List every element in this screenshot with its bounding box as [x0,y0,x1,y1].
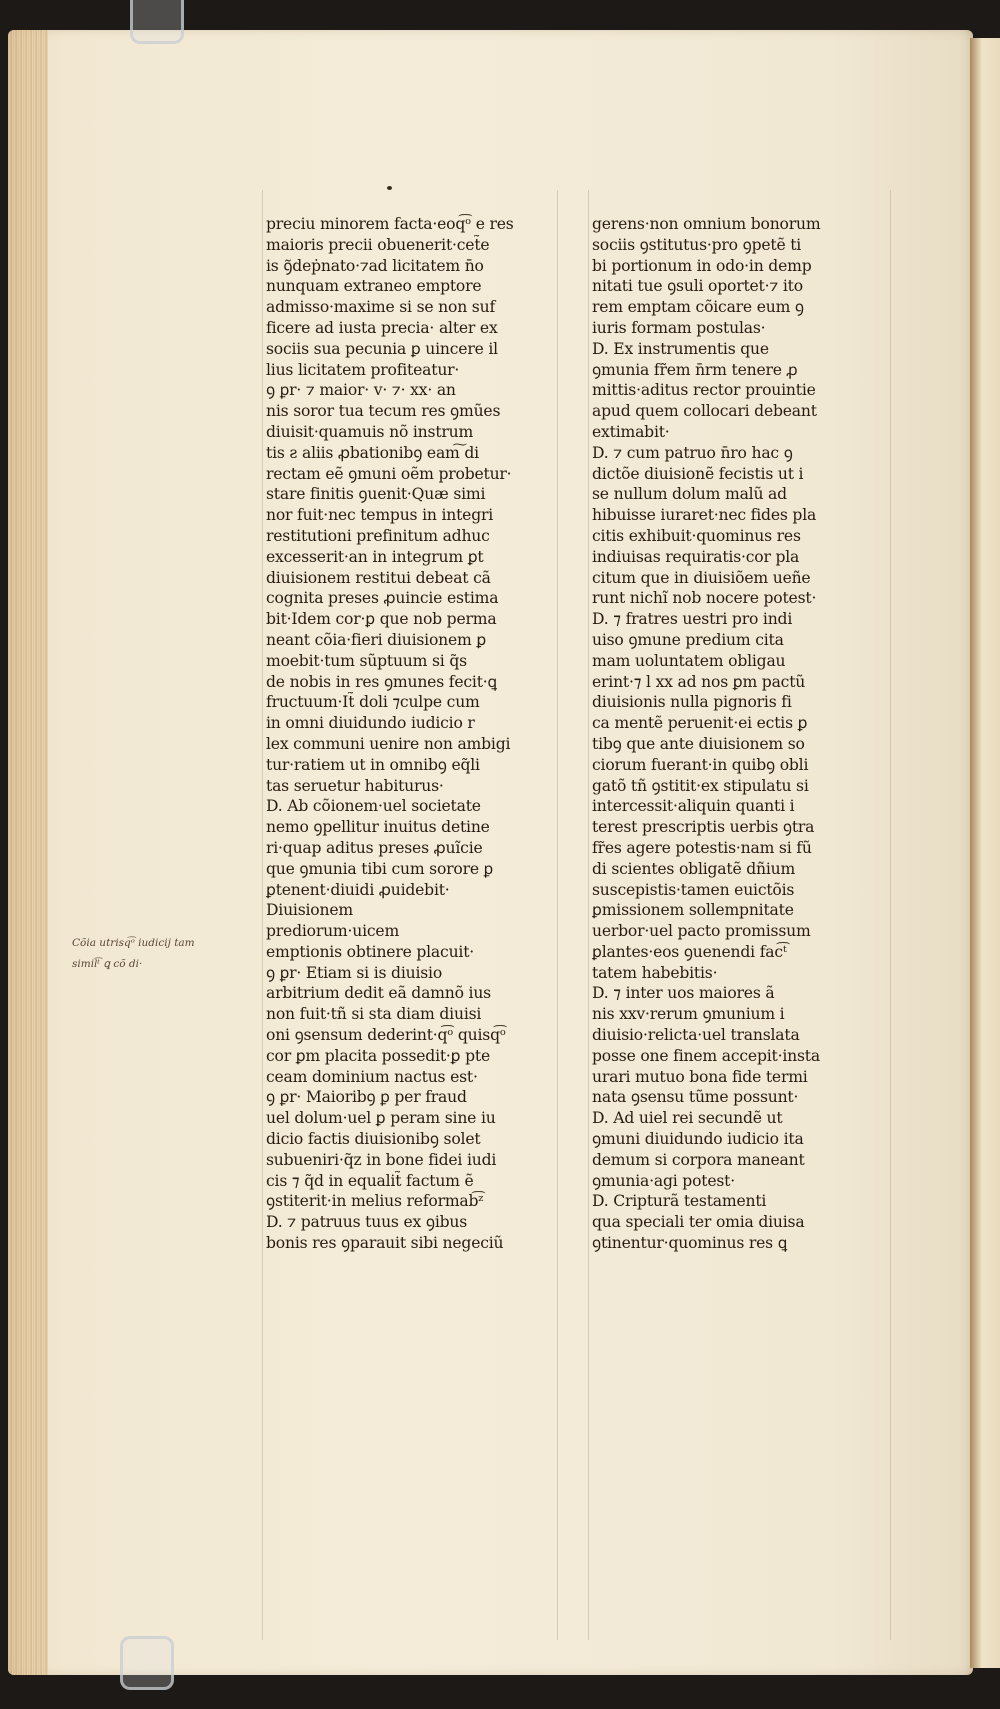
top-page-clip [130,0,184,44]
text-line: fructuum·It̃ doli ⁊culpe cum [266,693,480,712]
text-line: posse one finem accepit·insta [592,1046,820,1065]
text-line: bit·Idem cor·ꝑ que nob perma [266,610,497,629]
text-line: cognita preses ꝓuincie estima [266,589,499,608]
left-text-column [266,214,556,1254]
text-line: ri·quap aditus preses ꝓuĩcie [266,838,483,857]
text-line: D. Ab cõionem·uel societate [266,797,481,816]
text-line: mittis·aditus rector prouintie [592,381,816,400]
text-line: D. Ad uiel rei secundẽ ut [592,1109,783,1128]
text-line: mam uoluntatem obligau [592,651,786,670]
text-line: D. ⁊ cum patruo n̄ro hac ꝯ [592,443,793,462]
text-line: ꝯ ꝑr· ⁊ maior· v· ⁊· xx· an [266,381,456,400]
text-line: citis exhibuit·quominus res [592,526,801,545]
text-line: is ꝯ̃deṗnato·⁊ad licitatem n̄o [266,256,484,275]
text-line: di scientes obligatẽ dñium [592,859,796,878]
text-line: dictõe diuisionẽ fecistis ut i [592,464,804,483]
text-line: cis ⁊ q̃d in equalit̃ factum ẽ [266,1171,474,1190]
text-line: maioris precii obuenerit·cet̃e [266,235,490,254]
text-line: oni ꝯsensum dederint·q͡ᵒ quisq͡ᵒ [266,1026,506,1045]
text-line: nis soror tua tecum res ꝯmũes [266,402,501,421]
text-line: bonis res ꝯparauit sibi negeciũ [266,1234,504,1253]
text-line: que ꝯmunia tibi cum sorore ꝑ [266,859,494,878]
text-line: tur·ratiem ut in omnibꝯ eq̃li [266,755,480,774]
text-line: nor fuit·nec tempus in integri [266,506,494,525]
text-line: in omni diuidundo iudicio r [266,714,475,733]
text-line: rectam eẽ ꝯmuni oẽm probetur· [266,464,512,483]
text-line: ciorum fuerant·in quibꝯ obli [592,755,809,774]
text-line: ꝑmissionem sollempnitate [592,901,794,920]
text-line: Diuisionem [266,901,353,920]
text-line: uerbor·uel pacto promissum [592,922,811,941]
text-line: gerens·non omnium bonorum [592,215,821,233]
text-line: nis xxv·rerum ꝯmunium i [592,1005,785,1024]
text-line: hibuisse iuraret·nec fides pla [592,506,817,525]
text-line: lius licitatem profiteatur· [266,360,460,379]
text-line: ꝯ ꝑr· Etiam si is diuisio [266,963,443,982]
text-line: stare finitis ꝯuenit·Quæ simi [266,485,486,504]
bottom-page-clip [120,1636,174,1690]
text-line: ꝯmunia fr̃em n̄rm tenere ꝓ [592,360,798,379]
text-line: suscepistis·tamen euictõis [592,880,795,899]
text-line: ꝯ ꝑr· Maioribꝯ ꝑ per fraud [266,1088,467,1107]
text-line: ficere ad iusta precia· alter ex [266,318,498,337]
text-line: sociis ꝯstitutus·pro ꝯpetẽ ti [592,235,802,254]
text-line: rem emptam cõicare eum ꝯ [592,298,804,317]
text-line: sociis sua pecunia ꝑ uincere il [266,339,498,358]
ruling-line [890,190,891,1640]
text-line: ꝑlantes·eos ꝯuenendi fac͡ᵗ [592,942,787,961]
text-line: diuisionem restitui debeat cã [266,568,491,587]
text-line: fr̃es agere potestis·nam si fũ [592,838,812,857]
text-line: diuisit·quamuis nõ instrum [266,422,474,441]
text-line: D. Ex instrumentis que [592,339,769,358]
text-line: D. ⁊ inter uos maiores ã [592,984,775,1003]
page-edges [8,30,48,1675]
text-line: indiuisas requiratis·cor pla [592,547,800,566]
text-line: gatõ tñ ꝯstitit·ex stipulatu si [592,776,809,795]
text-line: tis ƨ aliis ꝓbationibꝯ eam͠ di [266,443,479,462]
text-line: non fuit·tñ si sta diam diuisi [266,1005,482,1024]
text-line: preciu minorem facta·eoq͡ᵒ e res [266,215,514,233]
text-line: tibꝯ que ante diuisionem so [592,734,805,753]
text-line: restitutioni prefinitum adhuc [266,526,490,545]
text-line: emptionis obtinere placuit· [266,942,475,961]
text-line: nitati tue ꝯsuli oportet·⁊ ito [592,277,803,296]
text-line: de nobis in res ꝯmunes fecit·ꝗ [266,672,497,691]
facing-page-edge [970,38,1000,1668]
text-line: ꝯtinentur·quominus res ꝗ [592,1234,788,1253]
ruling-line [557,190,558,1640]
text-line: neant cõia·fieri diuisionem ꝑ [266,630,487,649]
text-line: tatem habebitis· [592,963,718,982]
text-line: se nullum dolum malũ ad [592,485,787,504]
text-line: admisso·maxime si se non suf [266,298,496,317]
text-line: ꝯstiterit·in melius reformab͡ᶻ [266,1192,484,1211]
text-line: uel dolum·uel ꝑ peram sine iu [266,1109,496,1128]
text-line: cor ꝑm placita possedit·ꝑ pte [266,1046,491,1065]
text-line: demum si corpora maneant [592,1150,805,1169]
text-line: D. ⁊ patruus tuus ex ꝯibus [266,1213,468,1232]
text-line: erint·⁊ l xx ad nos ꝑm pactũ [592,672,806,691]
text-line: terest prescriptis uerbis ꝯtra [592,818,815,837]
marginal-note [72,935,195,977]
text-line: uiso ꝯmune predium cita [592,630,784,649]
right-text-column [592,214,890,1254]
text-line: moebit·tum sũptuum si q̃s [266,651,467,670]
text-line: lex communi uenire non ambigi [266,734,511,753]
text-line: dicio factis diuisionibꝯ solet [266,1130,481,1149]
text-line: ꝯmunia·agi potest· [592,1171,735,1190]
text-line: excesserit·an in integrum ꝑt [266,547,484,566]
text-line: Cõia utrisq͡ᵒ iudicij tam [72,937,195,949]
text-line: ca mentẽ peruenit·ei ectis ꝑ [592,714,808,733]
text-line: citum que in diuisiõem ueñe [592,568,811,587]
text-line: nata ꝯsensu tũme possunt· [592,1088,799,1107]
ruling-line [262,190,263,1640]
text-line: bi portionum in odo·in demp [592,256,812,275]
text-line: qua speciali ter omia diuisa [592,1213,805,1232]
text-line: apud quem collocari debeant [592,402,817,421]
text-line: nunquam extraneo emptore [266,277,482,296]
text-line: arbitrium dedit eã damnõ ius [266,984,491,1003]
ruling-line [588,190,589,1640]
text-line: D. ⁊ fratres uestri pro indi [592,610,793,629]
text-line: runt nichĩ nob nocere potest· [592,589,817,608]
text-line: urari mutuo bona fide termi [592,1067,808,1086]
text-line: nemo ꝯpellitur inuitus detine [266,818,490,837]
text-line: prediorum·uicem [266,922,400,941]
text-line: D. Cripturã testamenti [592,1192,767,1211]
ink-dot [387,186,392,190]
text-line: tas seruetur habiturus· [266,776,444,795]
text-line: subueniri·q̃z in bone fidei iudi [266,1150,497,1169]
text-line: simil͡ᵗ ꝗ cõ di· [72,957,143,970]
text-line: ꝯmuni diuidundo iudicio ita [592,1130,804,1149]
text-line: iuris formam postulas· [592,318,766,337]
text-line: intercessit·aliquin quanti i [592,797,795,816]
text-line: ceam dominium nactus est· [266,1067,478,1086]
text-line: diuisionis nulla pignoris fi [592,693,792,712]
text-line: ꝑtenent·diuidi ꝓuidebit· [266,880,450,899]
text-line: extimabit· [592,422,670,441]
text-line: diuisio·relicta·uel translata [592,1026,800,1045]
